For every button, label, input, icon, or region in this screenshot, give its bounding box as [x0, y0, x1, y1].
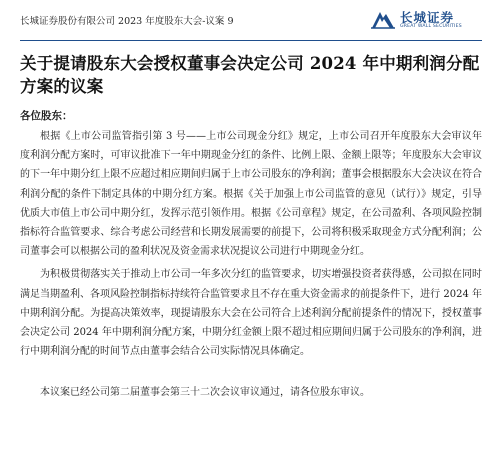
company-logo: [370, 6, 482, 34]
paragraph-2: 为积极贯彻落实关于推动上市公司一年多次分红的监管要求，切实增强投资者获得感，公司拟在同时满足当期盈利、各项风险控制指标持续符合监管要求且不存在重大资金需求的前提条件下，进行 2024 年中期利润分配。为提高决策效率，现提请股东大会在公司符合上述利润分配前提条件的情况下，授权董事会决定公司 2024 年中期利润分配方案，中期分红金额上限不超过相应期间归属于公司股东的净利润，进行中期利润分配的时间节点由董事会结合公司实际情况具体确定。: [20, 269, 482, 358]
page-header: [20, 0, 482, 41]
header-title: 长城证券股份有限公司 2023 年度股东大会-议案 9: [20, 16, 234, 27]
logo-english-name: GREAT WALL SECURITIES: [400, 24, 462, 29]
paragraph-1: 根据《上市公司监管指引第 3 号——上市公司现金分红》规定，上市公司召开年度股东大会审议年度利润分配方案时，可审议批准下一年中期现金分红的条件、比例上限、金额上限等；年度股东大会审议的下一年中期分红上限不应超过相应期间归属于上市公司股东的净利润；董事会根据股东大会决议在符合利润分配的条件下制定具体的中期分红方案。根据《关于加强上市公司监管的意见（试行）》规定，引导优质大市值上市公司中期分红，发挥示范引领作用。根据《公司章程》规定，在公司盈利、各项风险控制指标符合监管要求、综合考虑公司经营和长期发展需要的前提下，公司将积极采取现金方式分配利润；公司董事会可以根据公司的盈利状况及资金需求状况提议公司进行中期现金分红。: [20, 131, 482, 258]
logo-chinese-name: 长城证券: [400, 10, 455, 25]
salutation: 各位股东：: [20, 110, 73, 122]
paragraph-3: 本议案已经公司第二届董事会第三十二次会议审议通过，请各位股东审议。: [40, 387, 370, 399]
document-title: 关于提请股东大会授权董事会决定公司 2024 年中期利润分配方案的议案: [20, 54, 480, 96]
great-wall-logo-icon: [370, 8, 396, 30]
